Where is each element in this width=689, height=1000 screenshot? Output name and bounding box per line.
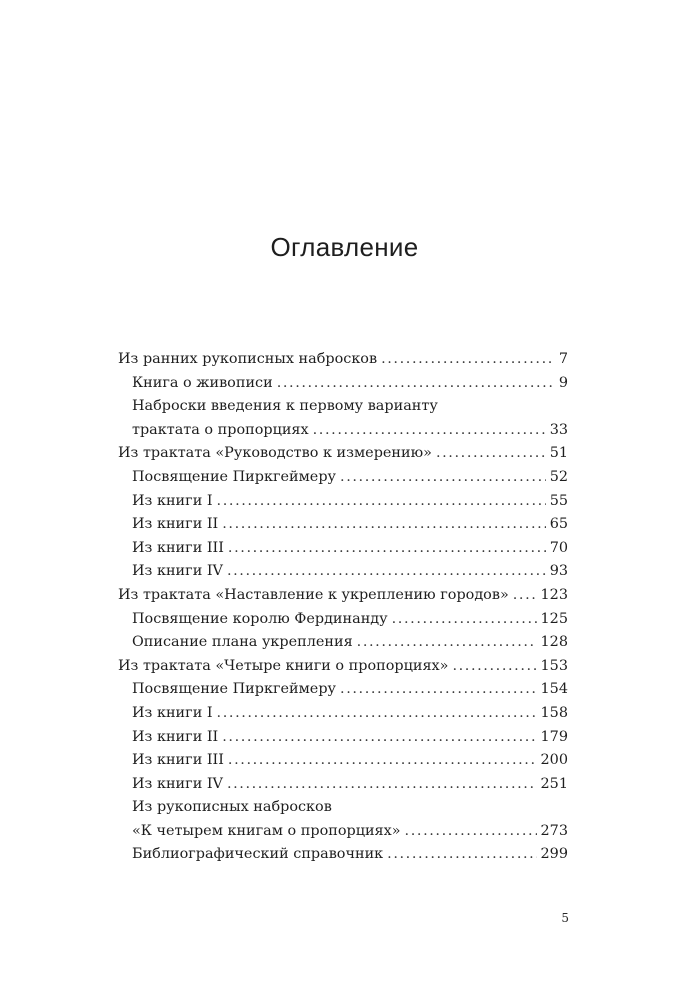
toc-entry bbox=[118, 395, 568, 419]
toc-entry-label: Из трактата «Наставление к укреплению городов» bbox=[118, 586, 509, 603]
toc-entry bbox=[118, 820, 568, 844]
toc-entry-label: Из книги II bbox=[132, 728, 219, 745]
toc-entry-label: Из книги IV bbox=[132, 775, 223, 792]
toc-entry bbox=[118, 749, 568, 773]
toc-entry bbox=[118, 726, 568, 750]
leader-dots bbox=[217, 490, 546, 514]
leader-dots bbox=[222, 726, 536, 750]
toc-entry bbox=[118, 773, 568, 797]
leader-dots bbox=[392, 608, 537, 632]
toc-entry-page: 65 bbox=[549, 516, 568, 533]
toc-entry-page: 179 bbox=[540, 728, 568, 745]
toc-entry bbox=[118, 537, 568, 561]
toc-entry-label: Из ранних рукописных набросков bbox=[118, 351, 378, 367]
toc-entry-label: «К четырем книгам о пропорциях» bbox=[132, 822, 401, 839]
leader-dots bbox=[227, 773, 537, 797]
toc-entry-page: 9 bbox=[558, 374, 568, 391]
toc-entry-page: 158 bbox=[540, 704, 568, 721]
toc-entry bbox=[118, 843, 568, 867]
toc-entry-page: 154 bbox=[540, 681, 568, 698]
toc-entry-page: 299 bbox=[540, 846, 568, 863]
toc-entry-label: Библиографический справочник bbox=[132, 846, 384, 863]
leader-dots bbox=[340, 466, 546, 490]
toc-entry-page: 52 bbox=[549, 468, 568, 485]
toc-entry-page: 33 bbox=[549, 421, 568, 438]
toc-entry-label: Из книги III bbox=[132, 539, 224, 556]
toc-entry bbox=[118, 466, 568, 490]
toc-entry-label: Из книги II bbox=[132, 516, 219, 533]
toc-entry bbox=[118, 513, 568, 537]
page-number: 5 bbox=[561, 911, 569, 925]
leader-dots bbox=[340, 678, 537, 702]
toc-entry-page: 128 bbox=[540, 634, 568, 651]
toc-entry-page: 273 bbox=[540, 822, 568, 839]
toc-entry bbox=[118, 348, 568, 372]
toc-entry bbox=[118, 796, 568, 820]
toc-entry-label: трактата о пропорциях bbox=[132, 421, 309, 438]
toc-entry bbox=[118, 490, 568, 514]
toc-entry bbox=[118, 372, 568, 396]
toc-entry bbox=[118, 608, 568, 632]
toc-entry-label: Из книги IV bbox=[132, 563, 223, 580]
toc-entry-page: 251 bbox=[540, 775, 568, 792]
toc-entry bbox=[118, 678, 568, 702]
toc-entry-label: Посвящение Пиркгеймеру bbox=[132, 681, 337, 698]
toc-entry-label: Из книги I bbox=[132, 704, 213, 721]
toc-entry-page: 200 bbox=[540, 752, 568, 769]
toc-entry-page: 93 bbox=[549, 563, 568, 580]
leader-dots bbox=[228, 749, 537, 773]
toc-entry-page: 70 bbox=[549, 539, 568, 556]
toc-entry-page: 55 bbox=[549, 492, 568, 509]
toc-entry-page: 51 bbox=[549, 445, 568, 462]
leader-dots bbox=[381, 348, 552, 372]
toc-entry-label: Из трактата «Четыре книги о пропорциях» bbox=[118, 657, 449, 674]
toc-entry-page: 153 bbox=[540, 657, 568, 674]
toc-entry bbox=[118, 560, 568, 584]
leader-dots bbox=[436, 442, 546, 466]
toc-entry-label: Из трактата «Руководство к измерению» bbox=[118, 445, 432, 462]
toc-entry-label: Книга о живописи bbox=[132, 374, 273, 391]
leader-dots bbox=[217, 702, 537, 726]
leader-dots bbox=[228, 537, 546, 561]
toc-entry-label: Из книги III bbox=[132, 752, 224, 769]
toc-entry-label: Описание плана укрепления bbox=[132, 634, 353, 651]
leader-dots bbox=[357, 631, 537, 655]
toc-entry-page: 7 bbox=[558, 351, 568, 367]
leader-dots bbox=[277, 372, 552, 396]
toc-entry-label: Из рукописных набросков bbox=[132, 799, 332, 816]
leader-dots bbox=[513, 584, 537, 608]
toc-entry-label: Посвящение королю Фердинанду bbox=[132, 610, 388, 627]
toc-entry bbox=[118, 655, 568, 679]
leader-dots bbox=[222, 513, 545, 537]
leader-dots bbox=[387, 843, 536, 867]
page-title: Оглавление bbox=[270, 232, 419, 262]
toc-entry bbox=[118, 702, 568, 726]
leader-dots bbox=[452, 655, 536, 679]
leader-dots bbox=[227, 560, 546, 584]
table-of-contents bbox=[118, 348, 568, 867]
toc-entry bbox=[118, 442, 568, 466]
toc-entry bbox=[118, 631, 568, 655]
leader-dots bbox=[405, 820, 537, 844]
leader-dots bbox=[313, 419, 546, 443]
toc-entry-page: 123 bbox=[540, 586, 568, 603]
toc-entry-page: 125 bbox=[540, 610, 568, 627]
toc-entry-label: Наброски введения к первому варианту bbox=[132, 398, 438, 415]
toc-entry-label: Из книги I bbox=[132, 492, 213, 509]
toc-entry bbox=[118, 584, 568, 608]
toc-entry-label: Посвящение Пиркгеймеру bbox=[132, 468, 337, 485]
toc-entry bbox=[118, 419, 568, 443]
